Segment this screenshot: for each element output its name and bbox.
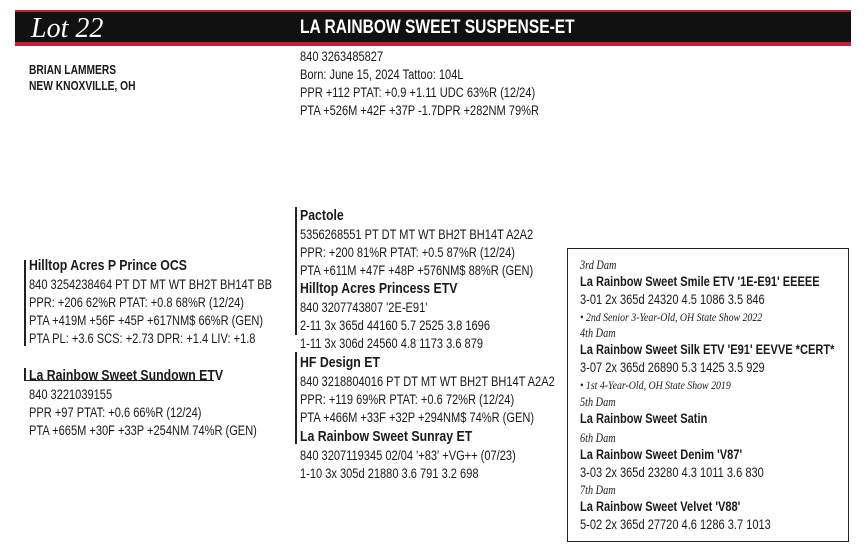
maternal-granddam-name: La Rainbow Sweet Sunray ET [300,428,473,445]
fourth-dam-note: • 1st 4-Year-Old, OH State Show 2019 [580,378,731,392]
animal-pta: PTA +526M +42F +37P -1.7DPR +282NM 79%R [300,103,539,118]
consignor-name: BRIAN LAMMERS [29,63,117,77]
lot-number: Lot 22 [31,13,104,44]
sixth-dam-name: La Rainbow Sweet Denim 'V87' [580,447,743,462]
animal-registration: 840 3263485827 [300,49,384,64]
consignor-location: NEW KNOXVILLE, OH [29,79,136,93]
sire-name: Hilltop Acres P Prince OCS [29,257,187,274]
paternal-grandsire-pta: PTA +611M +47F +48P +576NM$ 88%R (GEN) [300,263,534,278]
maternal-grandsire-pta: PTA +466M +33F +32P +294NM$ 74%R (GEN) [300,410,535,425]
paternal-granddam-name: Hilltop Acres Princess ETV [300,280,458,297]
sire-bracket-line [24,260,26,346]
fifth-dam-label: 5th Dam [580,395,616,409]
dam-registration: 840 3221039155 [29,387,113,402]
maternal-grandsire-ppr: PPR: +119 69%R PTAT: +0.6 72%R (12/24) [300,392,515,407]
third-dam-record: 3-01 2x 365d 24320 4.5 1086 3.5 846 [580,292,765,307]
paternal-granddam-record-1: 2-11 3x 365d 44160 5.7 2525 3.8 1696 [300,318,490,333]
paternal-bracket-line [295,207,297,335]
sire-ppr: PPR: +206 62%R PTAT: +0.8 68%R (12/24) [29,295,244,310]
paternal-grandsire-name: Pactole [300,207,344,224]
seventh-dam-name: La Rainbow Sweet Velvet 'V88' [580,499,741,514]
maternal-bracket-line [295,352,297,444]
lot-header [15,10,851,46]
dam-bracket-tick [24,368,26,380]
third-dam-label: 3rd Dam [580,258,617,272]
animal-ppr: PPR +112 PTAT: +0.9 +1.11 UDC 63%R (12/24) [300,85,536,100]
dam-pta: PTA +665M +30F +33P +254NM 74%R (GEN) [29,423,257,438]
animal-born: Born: June 15, 2024 Tattoo: 104L [300,67,464,82]
paternal-grandsire-registration: 5356268551 PT DT MT WT BH2T BH14T A2A2 [300,227,534,242]
sire-pta: PTA +419M +56F +45P +617NM$ 66%R (GEN) [29,313,264,328]
sixth-dam-record: 3-03 2x 365d 23280 4.3 1011 3.6 830 [580,465,764,480]
fourth-dam-record: 3-07 2x 365d 26890 5.3 1425 3.5 929 [580,360,765,375]
dam-name: La Rainbow Sweet Sundown ETV [29,367,224,384]
animal-name: LA RAINBOW SWEET SUSPENSE-ET [300,17,575,38]
maternal-grandsire-registration: 840 3218804016 PT DT MT WT BH2T BH14T A2A2 [300,374,555,389]
third-dam-note: • 2nd Senior 3-Year-Old, OH State Show 2022 [580,310,763,324]
sire-registration: 840 3254238464 PT DT MT WT BH2T BH14T BB [29,277,273,292]
fifth-dam-name: La Rainbow Sweet Satin [580,411,708,426]
maternal-grandsire-name: HF Design ET [300,354,380,371]
maternal-granddam-registration: 840 3207119345 02/04 '+83' +VG++ (07/23) [300,448,516,463]
maternal-granddam-record: 1-10 3x 305d 21880 3.6 791 3.2 698 [300,466,479,481]
third-dam-name: La Rainbow Sweet Smile ETV '1E-E91' EEEEE [580,274,820,289]
fourth-dam-name: La Rainbow Sweet Silk ETV 'E91' EEVVE *CERT* [580,342,835,357]
paternal-granddam-record-2: 1-11 3x 306d 24560 4.8 1173 3.6 879 [300,336,484,351]
dam-ppr: PPR +97 PTAT: +0.6 66%R (12/24) [29,405,202,420]
seventh-dam-record: 5-02 2x 365d 27720 4.6 1286 3.7 1013 [580,517,771,532]
sire-pta-pl: PTA PL: +3.6 SCS: +2.73 DPR: +1.4 LIV: +1.8 [29,331,256,346]
fourth-dam-label: 4th Dam [580,326,616,340]
paternal-granddam-registration: 840 3207743807 '2E-E91' [300,300,428,315]
paternal-grandsire-ppr: PPR: +200 81%R PTAT: +0.5 87%R (12/24) [300,245,515,260]
sixth-dam-label: 6th Dam [580,431,616,445]
seventh-dam-label: 7th Dam [580,483,616,497]
